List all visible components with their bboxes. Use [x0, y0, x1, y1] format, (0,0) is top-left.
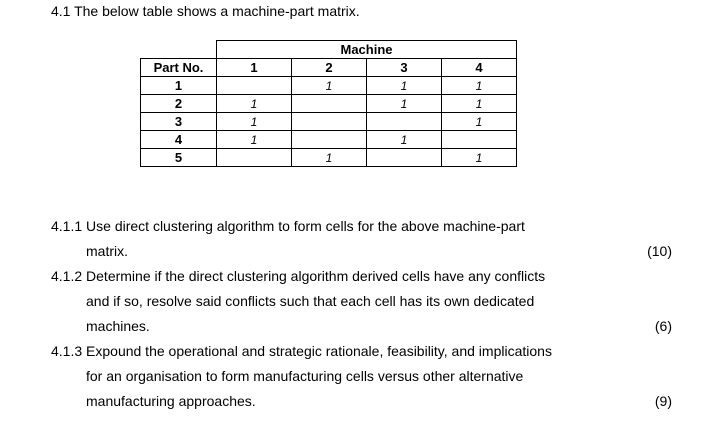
question-4-1-2-marks: (6) [654, 318, 672, 334]
question-4-1-3-line-3: manufacturing approaches. [86, 393, 256, 409]
question-4-1-2-line-3: machines. [86, 318, 150, 334]
table-group-header-row [141, 41, 517, 59]
question-4-1-3-line-2: for an organisation to form manufacturing cells versus other alternative [86, 368, 524, 384]
machine-group-header: Machine [217, 41, 517, 59]
matrix-cell: 1 [217, 131, 292, 149]
part-number-cell: 2 [141, 95, 217, 113]
matrix-cell [292, 113, 367, 131]
matrix-cell: 1 [367, 95, 442, 113]
table-header-row [141, 59, 517, 77]
machine-header: 3 [367, 59, 442, 77]
matrix-cell: 1 [367, 77, 442, 95]
question-4-1-2-line-1: 4.1.2 Determine if the direct clustering algorithm derived cells have any conflicts [51, 268, 546, 284]
table-row [141, 131, 517, 149]
intro-text: 4.1 The below table shows a machine-part matrix. [51, 3, 360, 19]
part-number-cell: 5 [141, 149, 217, 167]
matrix-cell: 1 [217, 113, 292, 131]
question-4-1-1-line-2: matrix. [86, 243, 128, 259]
matrix-cell [367, 113, 442, 131]
matrix-cell [217, 149, 292, 167]
matrix-cell: 1 [442, 95, 517, 113]
table-row [141, 149, 517, 167]
matrix-cell [292, 131, 367, 149]
machine-header: 1 [217, 59, 292, 77]
empty-corner-cell [141, 41, 217, 59]
machine-header: 2 [292, 59, 367, 77]
question-4-1-2-line-2: and if so, resolve said conflicts such that each cell has its own dedicated [86, 293, 535, 309]
matrix-cell: 1 [292, 149, 367, 167]
question-4-1-3-line-1: 4.1.3 Expound the operational and strategic rationale, feasibility, and implications [51, 343, 552, 359]
matrix-cell [292, 95, 367, 113]
matrix-cell: 1 [367, 131, 442, 149]
question-4-1-1-marks: (10) [647, 243, 672, 259]
machine-part-matrix [140, 40, 517, 167]
part-number-cell: 4 [141, 131, 217, 149]
table-row [141, 77, 517, 95]
part-number-cell: 1 [141, 77, 217, 95]
matrix-cell: 1 [292, 77, 367, 95]
part-number-cell: 3 [141, 113, 217, 131]
machine-header: 4 [442, 59, 517, 77]
matrix-cell [217, 77, 292, 95]
matrix-cell: 1 [442, 113, 517, 131]
part-no-header: Part No. [141, 59, 217, 77]
matrix-cell [442, 131, 517, 149]
matrix-cell: 1 [217, 95, 292, 113]
table-row [141, 95, 517, 113]
question-4-1-1-line-1: 4.1.1 Use direct clustering algorithm to form cells for the above machine-part [51, 218, 525, 234]
question-4-1-3-marks: (9) [654, 393, 672, 409]
matrix-cell: 1 [442, 77, 517, 95]
table-row [141, 113, 517, 131]
matrix-cell [367, 149, 442, 167]
matrix-cell: 1 [442, 149, 517, 167]
